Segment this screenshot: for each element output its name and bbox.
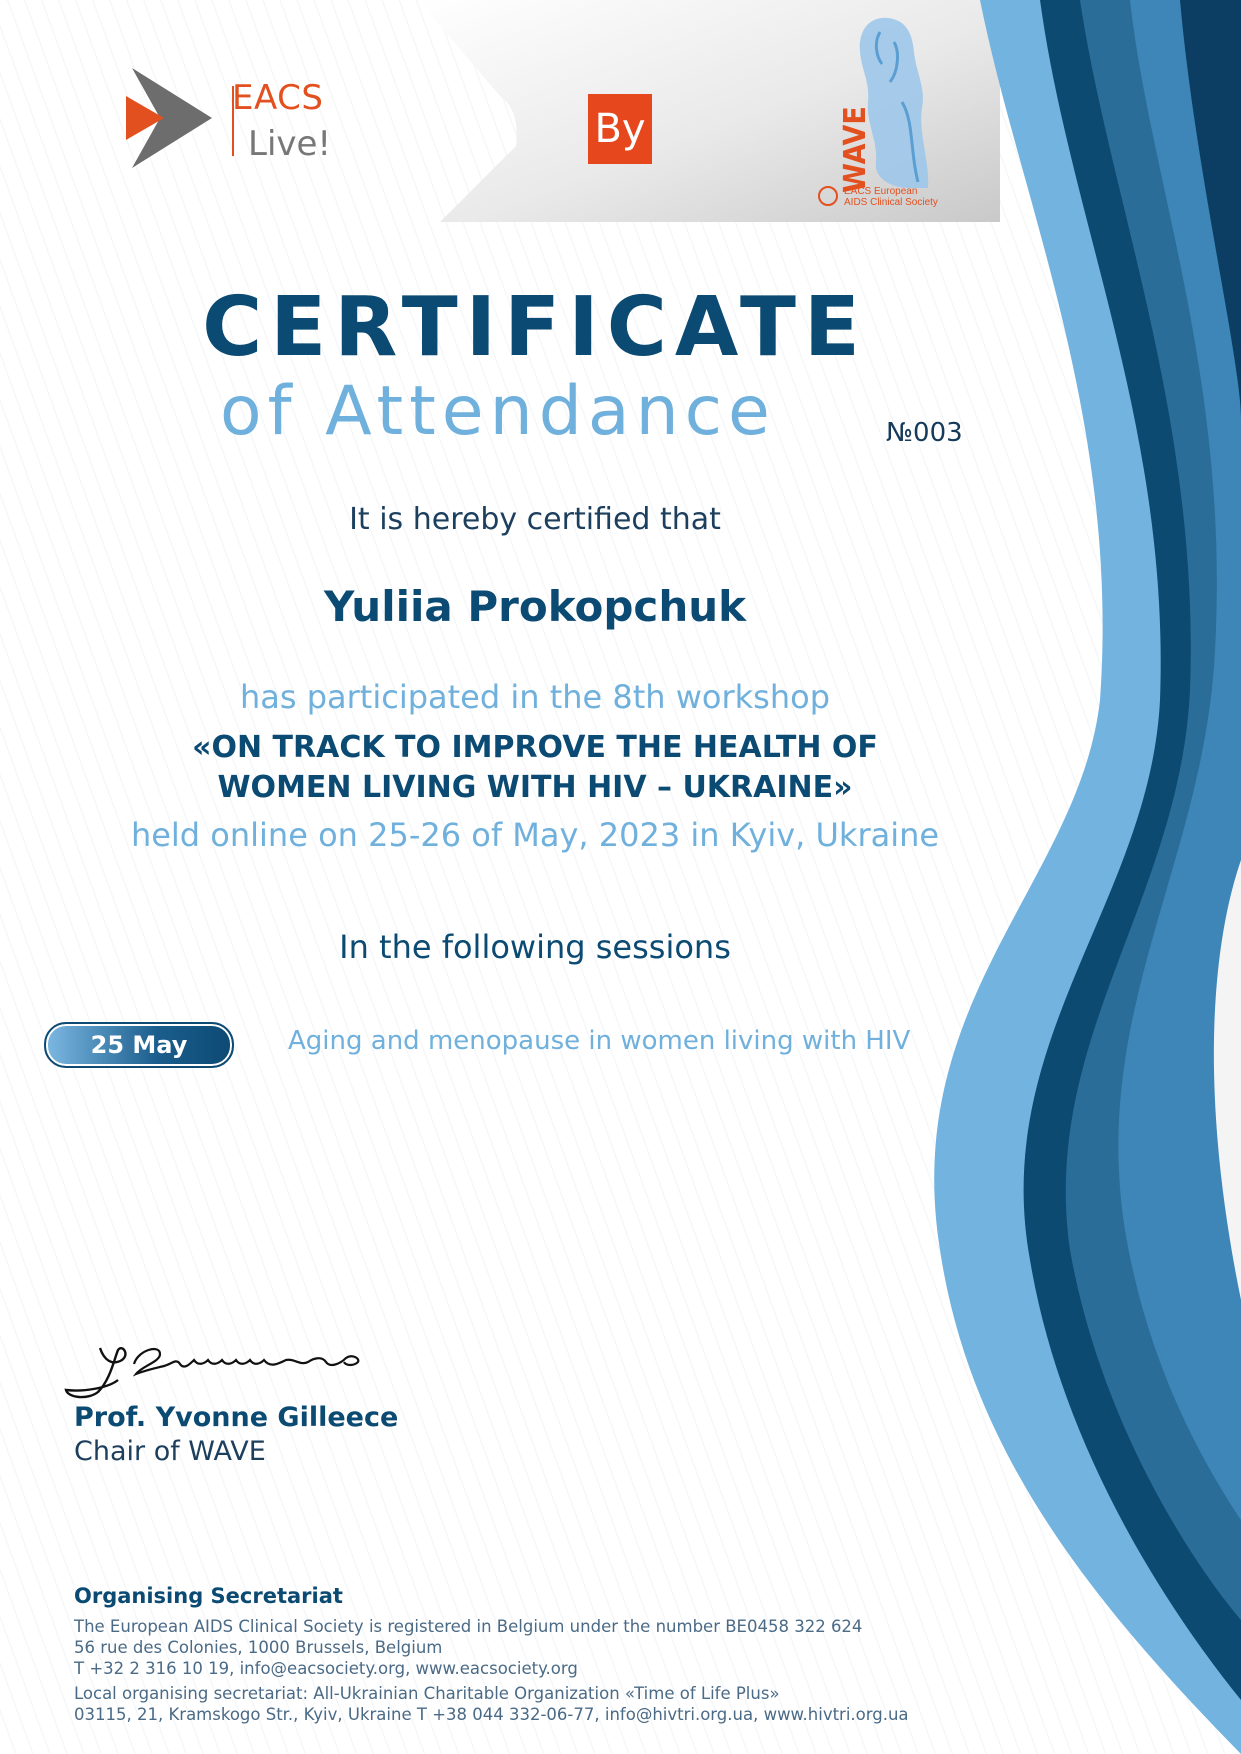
play-arrow-icon: [122, 66, 222, 170]
session-date-badge: 25 May: [44, 1022, 234, 1068]
event-details: held online on 25-26 of May, 2023 in Kyiv, Ukraine: [130, 816, 940, 854]
certificate-subtitle: of Attendance: [220, 372, 776, 451]
certification-intro: It is hereby certified that: [349, 502, 721, 537]
wave-logo-org-line1: EACS European: [844, 186, 918, 197]
signatory-name: Prof. Yvonne Gilleece: [74, 1402, 399, 1433]
eacs-live-logo: [122, 66, 332, 170]
secretariat-line: 03115, 21, Kramskogo Str., Kyiv, Ukraine T +38 044 332-06-77, info@hivtri.org.ua, www.hivtri.org.ua: [74, 1705, 909, 1724]
wave-logo-org: [844, 186, 938, 208]
recipient-name: Yuliia Prokopchuk: [323, 582, 747, 631]
workshop-title-line1: «ON TRACK TO IMPROVE THE HEALTH OF: [192, 730, 878, 765]
workshop-title: [0, 728, 1070, 808]
signatory-role: Chair of WAVE: [74, 1436, 266, 1467]
secretariat-details: [74, 1616, 909, 1725]
wave-logo-org-line2: AIDS Clinical Society: [844, 197, 938, 208]
secretariat-heading: Organising Secretariat: [74, 1584, 343, 1608]
secretariat-line: The European AIDS Clinical Society is registered in Belgium under the number BE0458 322 624: [74, 1617, 863, 1636]
live-logo-text: Live!: [248, 124, 332, 164]
secretariat-line: T +32 2 316 10 19, info@eacsociety.org, www.eacsociety.org: [74, 1659, 578, 1678]
workshop-title-line2: WOMEN LIVING WITH HIV – UKRAINE»: [217, 770, 853, 805]
certificate-number: №003: [886, 418, 963, 448]
secretariat-line: 56 rue des Colonies, 1000 Brussels, Belgium: [74, 1638, 443, 1657]
secretariat-line: Local organising secretariat: All-Ukrainian Charitable Organization «Time of Life Plus»: [74, 1684, 780, 1703]
wave-logo-word: WAVE: [837, 106, 873, 193]
session-title: Aging and menopause in women living with HIV: [288, 1026, 911, 1056]
eacs-logo-text: EACS: [232, 78, 324, 118]
participation-text: has participated in the 8th workshop: [239, 678, 831, 716]
wave-logo: [818, 12, 958, 212]
sessions-heading: In the following sessions: [339, 928, 731, 966]
certificate-title: CERTIFICATE: [202, 280, 868, 375]
signature-image: [64, 1330, 394, 1400]
by-label: By: [588, 94, 652, 164]
